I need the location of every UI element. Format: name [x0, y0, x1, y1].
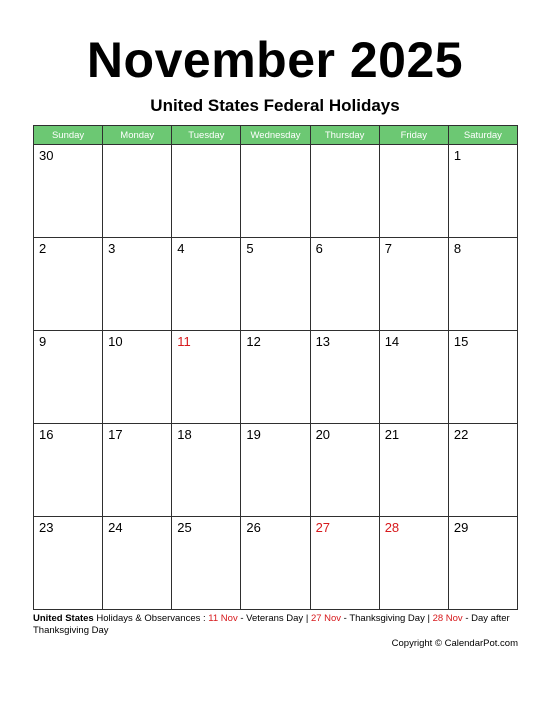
calendar-day-cell [103, 145, 172, 238]
calendar-day-cell [34, 424, 103, 517]
day-number: 4 [177, 241, 185, 256]
day-number [103, 145, 171, 148]
calendar-week-row [34, 424, 518, 517]
page-subtitle: United States Federal Holidays [150, 96, 400, 115]
weekday-header-wednesday: Wednesday [241, 126, 310, 145]
weekday-header-row [34, 126, 518, 145]
calendar-grid [33, 125, 518, 610]
day-number: 16 [39, 427, 54, 442]
calendar-day-cell [103, 331, 172, 424]
calendar-day-cell [34, 238, 103, 331]
day-number [311, 145, 379, 148]
calendar-day-cell [172, 517, 241, 610]
calendar-day-cell [241, 424, 310, 517]
calendar-day-cell [310, 331, 379, 424]
holiday-day-number: 11 [177, 334, 191, 349]
day-number: 30 [39, 148, 54, 163]
calendar-day-cell [241, 145, 310, 238]
footer-holiday-date: 27 Nov [310, 613, 342, 624]
copyright-notice: Copyright © CalendarPot.com [391, 638, 518, 649]
weekday-header-friday: Friday [379, 126, 448, 145]
day-number: 14 [384, 334, 400, 349]
weekday-header-sunday: Sunday [34, 126, 103, 145]
calendar-day-cell [172, 145, 241, 238]
calendar-week-row [34, 517, 518, 610]
day-number: 10 [108, 334, 123, 349]
calendar-day-cell [448, 145, 517, 238]
calendar-day-cell [103, 238, 172, 331]
day-number: 29 [453, 520, 469, 535]
calendar-day-cell [379, 517, 448, 610]
day-number: 17 [108, 427, 123, 442]
day-number: 8 [453, 241, 462, 256]
calendar-week-row [34, 331, 518, 424]
weekday-header-saturday: Saturday [448, 126, 517, 145]
calendar-day-cell [241, 517, 310, 610]
calendar-week-row [34, 238, 518, 331]
calendar-day-cell [172, 331, 241, 424]
calendar-day-cell [379, 424, 448, 517]
footer-holiday-name: - Thanksgiving Day | [341, 613, 433, 624]
calendar-day-cell [310, 145, 379, 238]
page-title: November 2025 [86, 32, 464, 88]
calendar-day-cell [172, 424, 241, 517]
day-number: 20 [315, 427, 331, 442]
day-number: 24 [108, 520, 123, 535]
day-number: 23 [39, 520, 54, 535]
calendar-day-cell [379, 145, 448, 238]
day-number: 25 [177, 520, 192, 535]
footer-holiday-date: 28 Nov [432, 613, 463, 624]
footer-holiday-name: - Veterans Day | [237, 613, 311, 624]
day-number: 1 [453, 148, 462, 163]
day-number: 12 [246, 334, 261, 349]
weekday-header-thursday: Thursday [310, 126, 379, 145]
calendar-day-cell [103, 424, 172, 517]
calendar-day-cell [103, 517, 172, 610]
day-number [172, 145, 240, 148]
calendar-week-row [34, 145, 518, 238]
calendar-day-cell [241, 238, 310, 331]
calendar-body [34, 145, 518, 610]
calendar-day-cell [34, 331, 103, 424]
calendar-day-cell [310, 517, 379, 610]
day-number: 5 [246, 241, 254, 256]
holidays-footer [33, 613, 523, 637]
calendar-day-cell [241, 331, 310, 424]
calendar-day-cell [34, 517, 103, 610]
day-number: 13 [315, 334, 331, 349]
calendar-day-cell [34, 145, 103, 238]
day-number: 7 [384, 241, 392, 256]
day-number: 15 [453, 334, 469, 349]
footer-prefix: Holidays & Observances : [93, 613, 209, 624]
day-number [241, 145, 309, 148]
day-number: 6 [315, 241, 323, 256]
calendar-day-cell [310, 238, 379, 331]
footer-country: United States [33, 613, 94, 624]
calendar-day-cell [379, 238, 448, 331]
weekday-header-monday: Monday [103, 126, 172, 145]
day-number: 19 [246, 427, 261, 442]
day-number: 3 [108, 241, 116, 256]
day-number: 18 [177, 427, 192, 442]
day-number: 21 [384, 427, 400, 442]
calendar-day-cell [448, 331, 517, 424]
day-number: 9 [39, 334, 47, 349]
calendar-day-cell [310, 424, 379, 517]
calendar-day-cell [448, 517, 517, 610]
weekday-header-tuesday: Tuesday [172, 126, 241, 145]
holiday-day-number: 28 [384, 520, 400, 535]
calendar-day-cell [448, 424, 517, 517]
calendar-day-cell [172, 238, 241, 331]
calendar-day-cell [379, 331, 448, 424]
day-number: 2 [39, 241, 47, 256]
footer-holiday-date: 11 Nov [208, 613, 238, 624]
holiday-day-number: 27 [315, 520, 331, 535]
day-number: 22 [453, 427, 469, 442]
day-number: 26 [246, 520, 261, 535]
footer-holiday-name: - Day after Thanksgiving Day [33, 613, 510, 636]
calendar-day-cell [448, 238, 517, 331]
day-number [380, 145, 448, 148]
